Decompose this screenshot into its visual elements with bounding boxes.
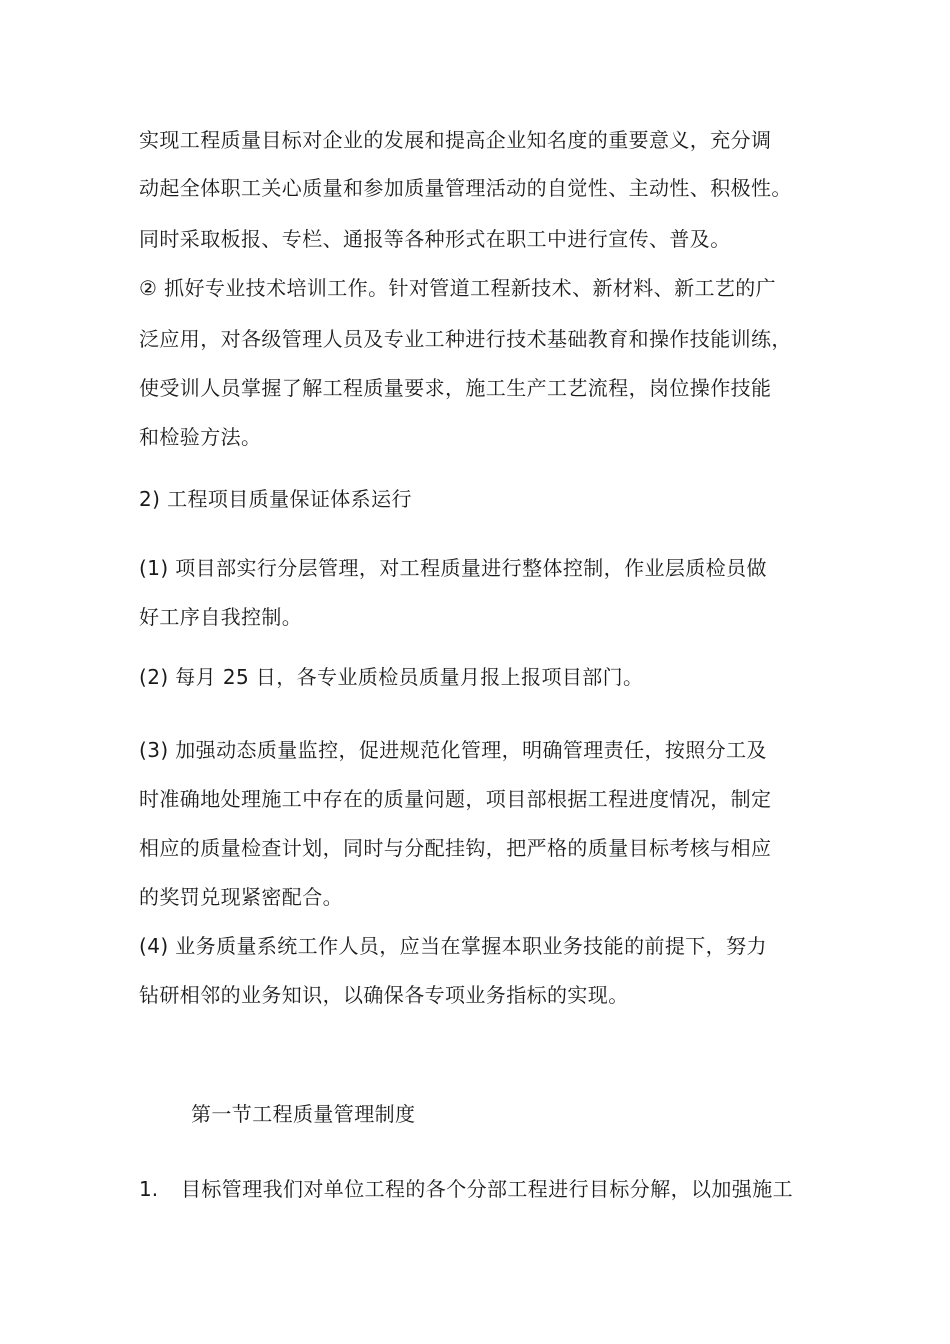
paragraph-line: 时准确地处理施工中存在的质量问题，项目部根据工程进度情况，制定 [139, 787, 772, 811]
paragraph-line: (1) 项目部实行分层管理，对工程质量进行整体控制，作业层质检员做 [139, 556, 767, 580]
paragraph-line: ② 抓好专业技术培训工作。针对管道工程新技术、新材料、新工艺的广 [139, 276, 777, 300]
paragraph-line: 动起全体职工关心质量和参加质量管理活动的自觉性、主动性、积极性。 [139, 176, 792, 200]
list-item-number: 1. [139, 1177, 159, 1201]
section-heading: 第一节工程质量管理制度 [191, 1102, 416, 1126]
paragraph-line: 钻研相邻的业务知识，以确保各专项业务指标的实现。 [139, 983, 629, 1007]
paragraph-line: 相应的质量检查计划，同时与分配挂钩，把严格的质量目标考核与相应 [139, 836, 772, 860]
paragraph-line: 泛应用，对各级管理人员及专业工种进行技术基础教育和操作技能训练， [139, 327, 792, 351]
list-item-text: 目标管理我们对单位工程的各个分部工程进行目标分解，以加强施工 [181, 1177, 793, 1201]
subsection-heading: 2) 工程项目质量保证体系运行 [139, 487, 412, 511]
paragraph-line: 好工序自我控制。 [139, 605, 303, 629]
paragraph-line: (4) 业务质量系统工作人员，应当在掌握本职业务技能的前提下，努力 [139, 934, 767, 958]
paragraph-line: 同时采取板报、专栏、通报等各种形式在职工中进行宣传、普及。 [139, 227, 731, 251]
paragraph-line: 使受训人员掌握了解工程质量要求，施工生产工艺流程，岗位操作技能 [139, 376, 772, 400]
paragraph-line: (2) 每月 25 日，各专业质检员质量月报上报项目部门。 [139, 665, 644, 689]
paragraph-line: (3) 加强动态质量监控，促进规范化管理，明确管理责任，按照分工及 [139, 738, 767, 762]
paragraph-line: 的奖罚兑现紧密配合。 [139, 885, 343, 909]
paragraph-line: 实现工程质量目标对企业的发展和提高企业知名度的重要意义，充分调 [139, 128, 772, 152]
paragraph-line: 和检验方法。 [139, 425, 262, 449]
